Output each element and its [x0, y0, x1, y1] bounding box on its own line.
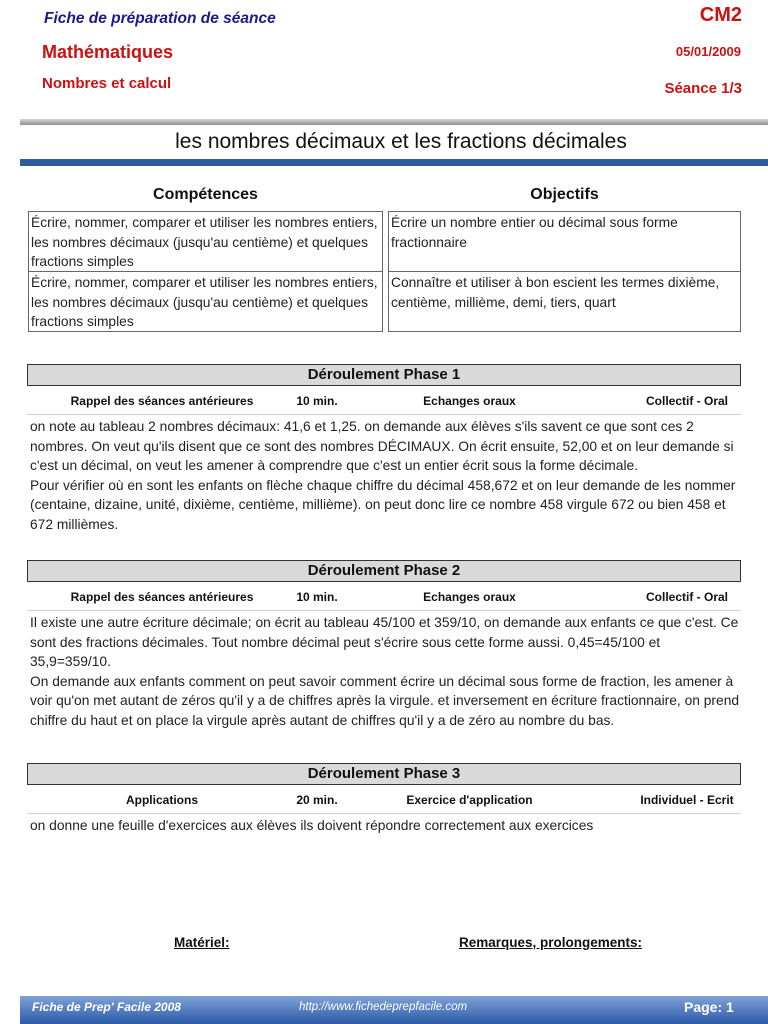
phase-paragraph: on note au tableau 2 nombres décimaux: 41,6 et 1,25. on demande aux élèves s'ils savent ce que sont ces 2 nombres. On veut qu'ils disent que ce sont des nombres DÉCIMAUX. On écrit ensuite, 52,00 et on leur demande si c'est un décimal, on veut les amener à comprendre que c'est un entier écrit sous la forme décimale.	[30, 419, 734, 473]
materiel-label: Matériel:	[174, 935, 230, 950]
session-number: Séance 1/3	[664, 80, 742, 97]
phase-3-header: Déroulement Phase 3	[27, 763, 741, 785]
phase-1-header: Déroulement Phase 1	[27, 364, 741, 386]
phase-2-header: Déroulement Phase 2	[27, 560, 741, 582]
phase-paragraph: On demande aux enfants comment on peut savoir comment écrire un décimal sous forme de fraction, les amener à voir qu'on met autant de zéros qu'il y a de chiffres après la virgule. et inversement en écriture fractionnaire, on prend chiffre du haut et on place la virgule après autant de chiffres qu'il y a de zéro au nombre du bas.	[30, 673, 740, 728]
lesson-title: les nombres décimaux et les fractions décimales	[175, 130, 627, 153]
remarques-label: Remarques, prolongements:	[459, 935, 643, 950]
phase-activity: Applications	[125, 793, 198, 807]
subject-label: Mathématiques	[42, 42, 174, 62]
phase-2-meta-row	[27, 586, 741, 608]
phase-mode: Echanges oraux	[423, 590, 516, 604]
objectif-cell-2: Connaître et utiliser à bon escient les termes dixième, centième, millième, demi, tiers, quart	[388, 271, 741, 332]
phase-paragraph: on donne une feuille d'exercices aux élèves ils doivent répondre correctement aux exercices	[30, 818, 594, 833]
session-date: 05/01/2009	[675, 44, 741, 59]
objectifs-heading: Objectifs	[530, 186, 599, 203]
competences-heading: Compétences	[153, 186, 258, 203]
domain-label: Nombres et calcul	[42, 75, 172, 92]
competence-cell-2: Écrire, nommer, comparer et utiliser les nombres entiers, les nombres décimaux (jusqu'au centième) et quelques fractions simples	[28, 271, 383, 332]
phase-3-meta-divider	[27, 813, 741, 814]
phase-1-meta-row	[27, 390, 741, 412]
phase-paragraph: Pour vérifier où en sont les enfants on flèche chaque chiffre du décimal 458,672 et on leur demande de les nommer (centaine, dizaine, unité, dixième, centième, millième). on peut donc lire ce nombre 458 virgule 672 ou bien 458 et 672 millièmes.	[30, 477, 736, 532]
phase-organisation: Collectif - Oral	[645, 590, 728, 604]
phase-organisation: Individuel - Ecrit	[640, 793, 734, 807]
phase-duration: 20 min.	[296, 793, 338, 807]
phase-mode: Exercice d'application	[406, 793, 533, 807]
title-divider	[20, 159, 768, 166]
phase-organisation: Collectif - Oral	[645, 394, 728, 408]
phase-3-meta-row	[27, 789, 741, 811]
footer-brand: Fiche de Prep' Facile 2008	[32, 1000, 181, 1014]
phase-activity: Rappel des séances antérieures	[70, 394, 254, 408]
document-type-title: Fiche de préparation de séance	[44, 10, 276, 27]
phase-1-text	[30, 417, 742, 534]
phase-mode: Echanges oraux	[423, 394, 516, 408]
objectif-cell-1: Écrire un nombre entier ou décimal sous forme fractionnaire	[388, 211, 741, 272]
competence-cell-1: Écrire, nommer, comparer et utiliser les nombres entiers, les nombres décimaux (jusqu'au centième) et quelques fractions simples	[28, 211, 383, 272]
phase-duration: 10 min.	[296, 590, 338, 604]
header-divider	[20, 119, 768, 125]
phase-duration: 10 min.	[296, 394, 338, 408]
phase-activity: Rappel des séances antérieures	[70, 590, 254, 604]
phase-1-meta-divider	[27, 414, 741, 415]
phase-2-text	[30, 613, 742, 730]
phase-paragraph: Il existe une autre écriture décimale; on écrit au tableau 45/100 et 359/10, on demande aux enfants ce que c'est. Ce sont des fractions décimales. Tout nombre décimal peut s'écrire sous cette forme aussi. 0,45=45/100 et 35,9=359/10.	[30, 615, 739, 669]
footer-url-link[interactable]: http://www.fichedeprepfacile.com	[299, 1001, 468, 1013]
page-number: Page: 1	[684, 999, 734, 1015]
phase-2-meta-divider	[27, 610, 741, 611]
class-level: CM2	[699, 4, 742, 26]
phase-3-text	[30, 816, 742, 836]
